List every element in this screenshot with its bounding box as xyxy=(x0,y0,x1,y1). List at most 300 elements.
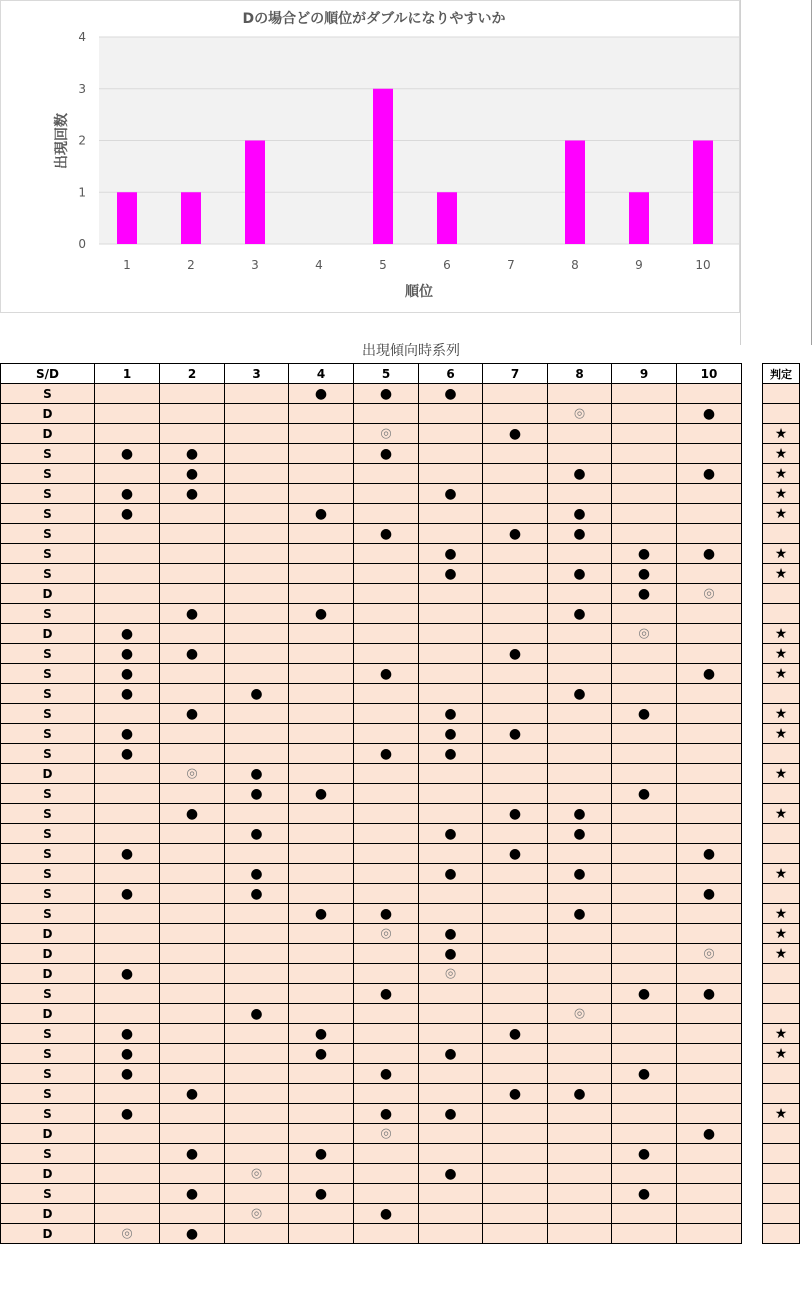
empty-cell xyxy=(419,404,483,424)
column-gap xyxy=(742,984,763,1004)
empty-cell xyxy=(483,584,548,604)
double-mark: ◎ xyxy=(225,1204,289,1224)
empty-cell xyxy=(95,824,160,844)
star-mark: ★ xyxy=(763,864,800,884)
dot-mark: ● xyxy=(95,884,160,904)
empty-cell xyxy=(612,484,677,504)
empty-cell xyxy=(289,464,354,484)
column-gap xyxy=(742,544,763,564)
empty-cell xyxy=(354,1144,419,1164)
empty-cell xyxy=(354,724,419,744)
dot-mark: ● xyxy=(95,484,160,504)
empty-cell xyxy=(419,1124,483,1144)
empty-cell xyxy=(419,1204,483,1224)
row-type: S xyxy=(1,864,95,884)
column-gap xyxy=(742,844,763,864)
empty-cell xyxy=(677,644,742,664)
double-mark: ◎ xyxy=(548,1004,612,1024)
empty-cell xyxy=(225,664,289,684)
dot-mark: ● xyxy=(354,984,419,1004)
dot-mark: ● xyxy=(95,844,160,864)
bar xyxy=(565,141,585,245)
table-row xyxy=(1,844,800,864)
row-type: S xyxy=(1,1144,95,1164)
empty-cell xyxy=(95,584,160,604)
dot-mark: ● xyxy=(419,484,483,504)
empty-cell xyxy=(483,684,548,704)
dot-mark: ● xyxy=(483,424,548,444)
empty-cell xyxy=(677,1204,742,1224)
table-row xyxy=(1,924,800,944)
empty-cell xyxy=(677,724,742,744)
empty-cell xyxy=(677,924,742,944)
empty-cell xyxy=(548,784,612,804)
empty-cell xyxy=(225,984,289,1004)
column-gap xyxy=(742,964,763,984)
dot-mark: ● xyxy=(225,884,289,904)
column-gap xyxy=(742,404,763,424)
empty-cell xyxy=(548,884,612,904)
column-gap xyxy=(742,464,763,484)
dot-mark: ● xyxy=(160,464,225,484)
dot-mark: ● xyxy=(612,584,677,604)
empty-cell xyxy=(289,864,354,884)
dot-mark: ● xyxy=(160,484,225,504)
row-type: D xyxy=(1,1204,95,1224)
empty-cell xyxy=(677,604,742,624)
empty-cell xyxy=(548,984,612,1004)
dot-mark: ● xyxy=(677,1124,742,1144)
empty-cell xyxy=(612,684,677,704)
y-tick-label: 0 xyxy=(78,237,86,251)
empty-cell xyxy=(160,1004,225,1024)
table-row xyxy=(1,1004,800,1024)
empty-cell xyxy=(548,1104,612,1124)
empty-cell xyxy=(354,1164,419,1184)
empty-cell xyxy=(677,1064,742,1084)
empty-cell xyxy=(354,624,419,644)
empty-cell xyxy=(612,1224,677,1244)
x-tick-label: 9 xyxy=(635,258,643,272)
double-mark: ◎ xyxy=(548,404,612,424)
table-row xyxy=(1,1224,800,1244)
empty-cell xyxy=(677,904,742,924)
row-type: S xyxy=(1,984,95,1004)
column-gap xyxy=(742,1004,763,1024)
empty-cell xyxy=(225,604,289,624)
empty-cell xyxy=(225,404,289,424)
column-gap xyxy=(742,384,763,404)
row-type: D xyxy=(1,584,95,604)
empty-cell xyxy=(677,1164,742,1184)
header-rank: 10 xyxy=(677,364,742,384)
row-type: S xyxy=(1,524,95,544)
empty-cell xyxy=(289,704,354,724)
row-type: S xyxy=(1,1024,95,1044)
empty-cell xyxy=(354,824,419,844)
empty-cell xyxy=(225,584,289,604)
table-row xyxy=(1,464,800,484)
judge-cell xyxy=(763,744,800,764)
table-header-row xyxy=(1,364,800,384)
empty-cell xyxy=(548,624,612,644)
empty-cell xyxy=(548,1204,612,1224)
table-row xyxy=(1,1044,800,1064)
row-type: D xyxy=(1,1164,95,1184)
empty-cell xyxy=(483,1224,548,1244)
dot-mark: ● xyxy=(677,984,742,1004)
judge-cell xyxy=(763,1204,800,1224)
row-type: S xyxy=(1,684,95,704)
row-type: S xyxy=(1,1044,95,1064)
dot-mark: ● xyxy=(160,644,225,664)
empty-cell xyxy=(95,864,160,884)
empty-cell xyxy=(548,704,612,724)
column-gap xyxy=(742,424,763,444)
empty-cell xyxy=(548,944,612,964)
table-row xyxy=(1,404,800,424)
empty-cell xyxy=(95,784,160,804)
star-mark: ★ xyxy=(763,624,800,644)
empty-cell xyxy=(289,744,354,764)
empty-cell xyxy=(419,1224,483,1244)
dot-mark: ● xyxy=(95,504,160,524)
row-type: S xyxy=(1,724,95,744)
empty-cell xyxy=(419,844,483,864)
row-type: S xyxy=(1,664,95,684)
table-row xyxy=(1,1184,800,1204)
table-row xyxy=(1,1164,800,1184)
dot-mark: ● xyxy=(354,1104,419,1124)
row-type: D xyxy=(1,1224,95,1244)
column-gap xyxy=(742,1084,763,1104)
empty-cell xyxy=(225,624,289,644)
dot-mark: ● xyxy=(483,724,548,744)
dot-mark: ● xyxy=(160,444,225,464)
table-row xyxy=(1,764,800,784)
double-mark: ◎ xyxy=(419,964,483,984)
empty-cell xyxy=(160,624,225,644)
dot-mark: ● xyxy=(419,944,483,964)
dot-mark: ● xyxy=(419,1164,483,1184)
judge-cell xyxy=(763,844,800,864)
empty-cell xyxy=(95,764,160,784)
judge-cell xyxy=(763,404,800,424)
column-gap xyxy=(742,824,763,844)
table-row xyxy=(1,1024,800,1044)
dot-mark: ● xyxy=(677,404,742,424)
empty-cell xyxy=(677,484,742,504)
empty-cell xyxy=(354,404,419,424)
empty-cell xyxy=(95,804,160,824)
empty-cell xyxy=(289,1064,354,1084)
empty-cell xyxy=(95,564,160,584)
dot-mark: ● xyxy=(483,644,548,664)
empty-cell xyxy=(95,384,160,404)
empty-cell xyxy=(160,784,225,804)
empty-cell xyxy=(225,1184,289,1204)
empty-cell xyxy=(612,804,677,824)
table-row xyxy=(1,444,800,464)
bar xyxy=(245,141,265,245)
empty-cell xyxy=(677,1144,742,1164)
star-mark: ★ xyxy=(763,424,800,444)
empty-cell xyxy=(354,764,419,784)
dot-mark: ● xyxy=(677,664,742,684)
judge-cell xyxy=(763,384,800,404)
row-type: D xyxy=(1,624,95,644)
dot-mark: ● xyxy=(95,964,160,984)
table-row xyxy=(1,1204,800,1224)
row-type: D xyxy=(1,924,95,944)
empty-cell xyxy=(677,784,742,804)
empty-cell xyxy=(289,664,354,684)
empty-cell xyxy=(677,1084,742,1104)
dot-mark: ● xyxy=(95,624,160,644)
judge-cell xyxy=(763,824,800,844)
empty-cell xyxy=(483,404,548,424)
header-rank: 6 xyxy=(419,364,483,384)
empty-cell xyxy=(289,1224,354,1244)
empty-cell xyxy=(548,1144,612,1164)
dot-mark: ● xyxy=(419,564,483,584)
empty-cell xyxy=(612,1004,677,1024)
empty-cell xyxy=(289,764,354,784)
y-tick-label: 2 xyxy=(78,133,86,148)
empty-cell xyxy=(548,764,612,784)
empty-cell xyxy=(548,664,612,684)
empty-cell xyxy=(612,964,677,984)
empty-cell xyxy=(354,704,419,724)
dot-mark: ● xyxy=(483,844,548,864)
empty-cell xyxy=(612,1024,677,1044)
empty-cell xyxy=(225,524,289,544)
y-axis-title: 出現回数 xyxy=(54,113,70,169)
empty-cell xyxy=(548,444,612,464)
table-title: 出現傾向時系列 xyxy=(362,343,460,359)
empty-cell xyxy=(677,864,742,884)
dot-mark: ● xyxy=(289,904,354,924)
bar xyxy=(181,192,201,244)
dot-mark: ● xyxy=(225,784,289,804)
dot-mark: ● xyxy=(289,1184,354,1204)
judge-cell xyxy=(763,1144,800,1164)
empty-cell xyxy=(354,564,419,584)
star-mark: ★ xyxy=(763,444,800,464)
empty-cell xyxy=(483,884,548,904)
row-type: S xyxy=(1,604,95,624)
empty-cell xyxy=(483,484,548,504)
empty-cell xyxy=(160,1064,225,1084)
row-type: S xyxy=(1,1184,95,1204)
column-gap xyxy=(742,1144,763,1164)
table-row xyxy=(1,804,800,824)
dot-mark: ● xyxy=(612,544,677,564)
dot-mark: ● xyxy=(677,464,742,484)
empty-cell xyxy=(95,904,160,924)
dot-mark: ● xyxy=(483,1084,548,1104)
empty-cell xyxy=(95,1124,160,1144)
empty-cell xyxy=(548,744,612,764)
empty-cell xyxy=(289,444,354,464)
dot-mark: ● xyxy=(354,524,419,544)
empty-cell xyxy=(419,884,483,904)
empty-cell xyxy=(160,544,225,564)
empty-cell xyxy=(95,1144,160,1164)
judge-cell xyxy=(763,884,800,904)
empty-cell xyxy=(289,524,354,544)
empty-cell xyxy=(419,904,483,924)
empty-cell xyxy=(483,1104,548,1124)
empty-cell xyxy=(225,1224,289,1244)
judge-cell xyxy=(763,1224,800,1244)
row-type: D xyxy=(1,424,95,444)
bar xyxy=(117,192,137,244)
bar xyxy=(373,89,393,244)
empty-cell xyxy=(225,444,289,464)
column-gap xyxy=(742,944,763,964)
dot-mark: ● xyxy=(419,864,483,884)
dot-mark: ● xyxy=(160,804,225,824)
table-row xyxy=(1,704,800,724)
empty-cell xyxy=(548,1124,612,1144)
judge-cell xyxy=(763,1184,800,1204)
row-type: S xyxy=(1,884,95,904)
empty-cell xyxy=(225,724,289,744)
table-row xyxy=(1,964,800,984)
double-mark: ◎ xyxy=(225,1164,289,1184)
empty-cell xyxy=(612,1164,677,1184)
row-type: D xyxy=(1,1124,95,1144)
empty-cell xyxy=(677,1024,742,1044)
column-gap xyxy=(742,604,763,624)
dot-mark: ● xyxy=(419,724,483,744)
empty-cell xyxy=(612,744,677,764)
row-type: S xyxy=(1,564,95,584)
empty-cell xyxy=(483,1164,548,1184)
header-rank: 1 xyxy=(95,364,160,384)
empty-cell xyxy=(419,1024,483,1044)
empty-cell xyxy=(354,804,419,824)
dot-mark: ● xyxy=(419,744,483,764)
empty-cell xyxy=(419,444,483,464)
empty-cell xyxy=(612,524,677,544)
empty-cell xyxy=(289,1124,354,1144)
dot-mark: ● xyxy=(419,704,483,724)
table-row xyxy=(1,984,800,1004)
dot-mark: ● xyxy=(95,724,160,744)
empty-cell xyxy=(483,1184,548,1204)
empty-cell xyxy=(225,564,289,584)
row-type: S xyxy=(1,444,95,464)
empty-cell xyxy=(483,744,548,764)
row-type: S xyxy=(1,544,95,564)
empty-cell xyxy=(612,1124,677,1144)
empty-cell xyxy=(225,1104,289,1124)
empty-cell xyxy=(483,1044,548,1064)
empty-cell xyxy=(677,964,742,984)
table-row xyxy=(1,724,800,744)
star-mark: ★ xyxy=(763,1024,800,1044)
dot-mark: ● xyxy=(354,1064,419,1084)
table-row xyxy=(1,744,800,764)
judge-cell xyxy=(763,984,800,1004)
empty-cell xyxy=(289,924,354,944)
empty-cell xyxy=(289,1104,354,1124)
row-type: S xyxy=(1,1064,95,1084)
table-row xyxy=(1,684,800,704)
dot-mark: ● xyxy=(677,844,742,864)
column-gap xyxy=(742,744,763,764)
empty-cell xyxy=(354,604,419,624)
dot-mark: ● xyxy=(225,764,289,784)
table-row xyxy=(1,824,800,844)
empty-cell xyxy=(160,404,225,424)
table-row xyxy=(1,664,800,684)
empty-cell xyxy=(289,684,354,704)
empty-cell xyxy=(612,724,677,744)
dot-mark: ● xyxy=(95,664,160,684)
dot-mark: ● xyxy=(354,904,419,924)
empty-cell xyxy=(548,484,612,504)
column-gap xyxy=(742,1104,763,1124)
table-row xyxy=(1,884,800,904)
column-gap xyxy=(742,444,763,464)
empty-cell xyxy=(612,904,677,924)
row-type: S xyxy=(1,384,95,404)
empty-cell xyxy=(354,1004,419,1024)
header-rank: 7 xyxy=(483,364,548,384)
dot-mark: ● xyxy=(95,1064,160,1084)
dot-mark: ● xyxy=(95,1104,160,1124)
empty-cell xyxy=(225,504,289,524)
star-mark: ★ xyxy=(763,724,800,744)
table-row xyxy=(1,904,800,924)
empty-cell xyxy=(354,1224,419,1244)
table-row xyxy=(1,1104,800,1124)
row-type: S xyxy=(1,704,95,724)
empty-cell xyxy=(354,944,419,964)
row-type: S xyxy=(1,644,95,664)
empty-cell xyxy=(483,764,548,784)
empty-cell xyxy=(95,424,160,444)
star-mark: ★ xyxy=(763,664,800,684)
empty-cell xyxy=(289,584,354,604)
empty-cell xyxy=(225,1124,289,1144)
bar xyxy=(693,141,713,245)
row-type: D xyxy=(1,964,95,984)
judge-cell xyxy=(763,1064,800,1084)
empty-cell xyxy=(225,1144,289,1164)
empty-cell xyxy=(677,624,742,644)
column-gap xyxy=(742,1124,763,1144)
empty-cell xyxy=(612,864,677,884)
empty-cell xyxy=(419,624,483,644)
dot-mark: ● xyxy=(160,1144,225,1164)
empty-cell xyxy=(677,1224,742,1244)
empty-cell xyxy=(419,524,483,544)
dot-mark: ● xyxy=(289,1024,354,1044)
dot-mark: ● xyxy=(289,604,354,624)
star-mark: ★ xyxy=(763,904,800,924)
empty-cell xyxy=(612,1084,677,1104)
empty-cell xyxy=(483,624,548,644)
header-rank: 3 xyxy=(225,364,289,384)
star-mark: ★ xyxy=(763,944,800,964)
empty-cell xyxy=(548,1184,612,1204)
table-row xyxy=(1,1144,800,1164)
judge-cell xyxy=(763,1084,800,1104)
